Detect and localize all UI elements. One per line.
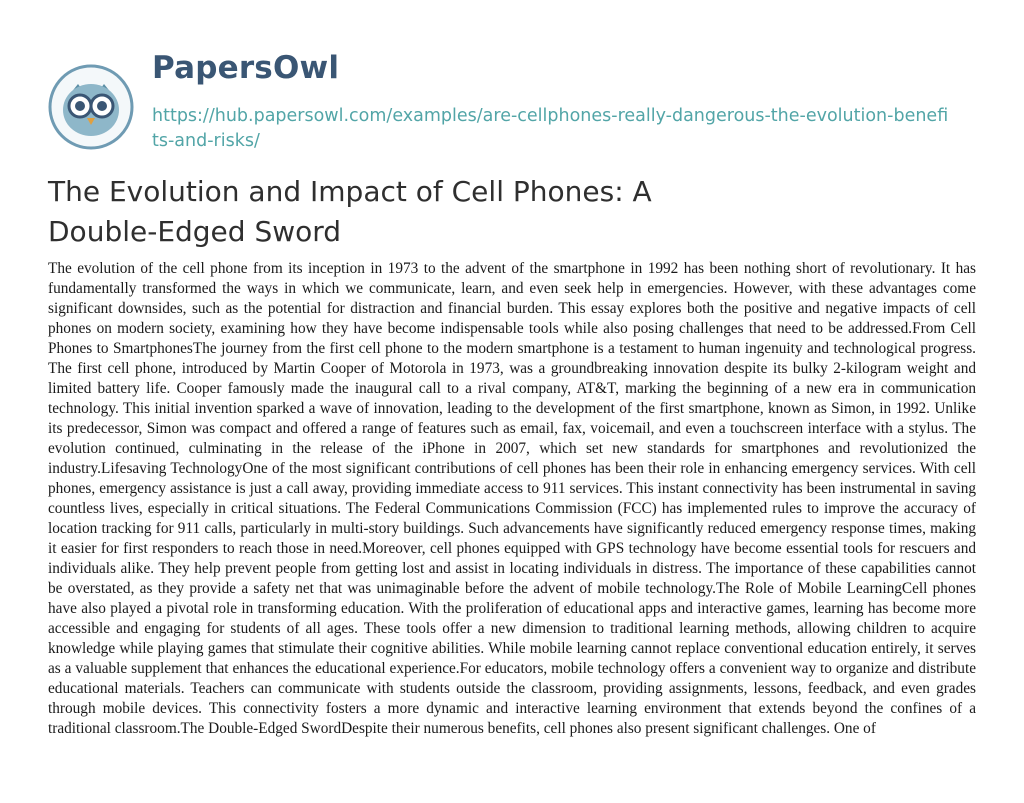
source-url-link[interactable]: https://hub.papersowl.com/examples/are-cellphones-really-dangerous-the-evolution-benefits-and-risks/ [152,106,949,151]
brand-name: PapersOwl [152,50,340,86]
owl-logo-icon [48,64,134,150]
page-header [0,0,1024,160]
document-body: The evolution of the cell phone from its inception in 1973 to the advent of the smartphone in 1992 has been nothing short of revolutionary. It has fundamentally transformed the ways in which we communicate, learn, and even seek help in emergencies. However, with these advantages come significant downsides, such as the potential for distraction and financial burden. This essay explores both the positive and negative impacts of cell phones on modern society, examining how they have become indispensable tools while also posing challenges that need to be addressed.From Cell Phones to SmartphonesThe journey from the first cell phone to the modern smartphone is a testament to human ingenuity and technological progress. The first cell phone, introduced by Martin Cooper of Motorola in 1973, was a groundbreaking innovation despite its bulky 2-kilogram weight and limited battery life. Cooper famously made the inaugural call to a rival company, AT&T, marking the beginning of a new era in communication technology. This initial invention sparked a wave of innovation, leading to the development of the first smartphone, known as Simon, in 1992. Unlike its predecessor, Simon was compact and offered a range of features such as email, fax, voicemail, and even a touchscreen interface with a stylus. The evolution continued, culminating in the release of the iPhone in 2007, which set new standards for smartphones and revolutionized the industry.Lifesaving TechnologyOne of the most significant contributions of cell phones has been their role in enhancing emergency services. With cell phones, emergency assistance is just a call away, providing immediate access to 911 services. This instant connectivity has been instrumental in saving countless lives, especially in critical situations. The Federal Communications Commission (FCC) has implemented rules to improve the accuracy of location tracking for 911 calls, particularly in multi-story buildings. Such advancements have significantly reduced emergency response times, making it easier for first responders to reach those in need.Moreover, cell phones equipped with GPS technology have become essential tools for rescuers and individuals alike. They help prevent people from getting lost and assist in locating individuals in distress. The importance of these capabilities cannot be overstated, as they provide a safety net that was unimaginable before the advent of mobile technology.The Role of Mobile LearningCell phones have also played a pivotal role in transforming education. With the proliferation of educational apps and interactive games, learning has become more accessible and engaging for students of all ages. These tools offer a new dimension to traditional learning methods, allowing children to acquire knowledge while playing games that stimulate their cognitive abilities. While mobile learning cannot replace conventional education entirely, it serves as a valuable supplement that enhances the educational experience.For educators, mobile technology offers a convenient way to organize and distribute educational materials. Teachers can communicate with students outside the classroom, providing assignments, lessons, feedback, and even grades through mobile devices. This connectivity fosters a more dynamic and interactive learning environment that extends beyond the confines of a traditional classroom.The Double-Edged SwordDespite their numerous benefits, cell phones also present significant challenges. One of [48,260,976,737]
document-title: The Evolution and Impact of Cell Phones: A Double-Edged Sword [48,175,652,248]
owl-logo-graphic [48,64,134,150]
